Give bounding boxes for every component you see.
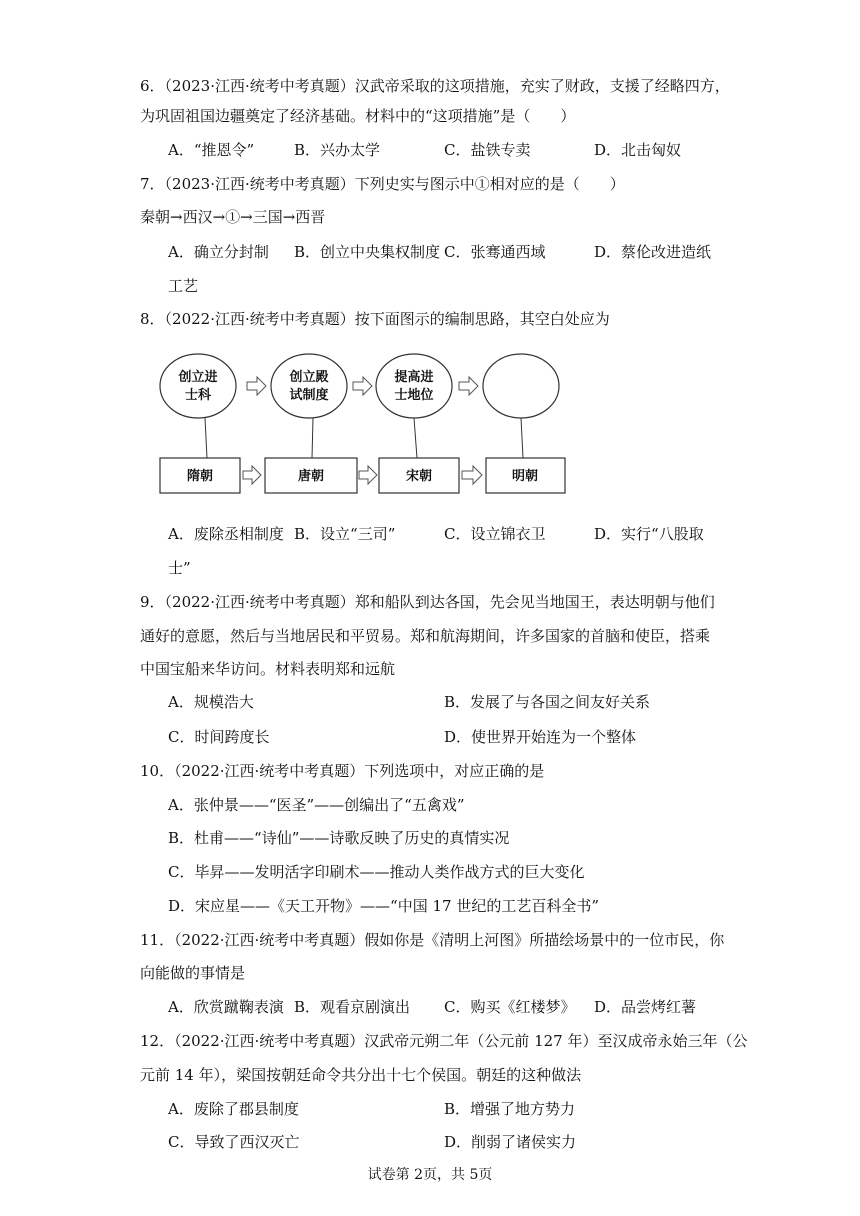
box-3-label: 宋朝 bbox=[405, 469, 433, 484]
q11-option-d: D．品尝烤红薯 bbox=[594, 998, 697, 1016]
q12-stem-line2: 元前 14 年），梁国按朝廷命令共分出十七个侯国。朝廷的这种做法 bbox=[140, 1066, 582, 1084]
q9-option-b: B．发展了与各国之间友好关系 bbox=[444, 693, 651, 711]
ellipse-2-line2: 试制度 bbox=[289, 388, 329, 403]
q6-option-b: B．兴办太学 bbox=[294, 141, 381, 159]
q11-option-a: A．欣赏蹴鞠表演 bbox=[168, 998, 284, 1016]
q6-option-c: C．盐铁专卖 bbox=[444, 141, 531, 159]
connector-line bbox=[312, 418, 313, 458]
diagram-box-3 bbox=[379, 458, 459, 493]
diagram-ellipse-4-blank bbox=[483, 354, 559, 418]
q7-option-b: B．创立中央集权制度 bbox=[294, 243, 441, 261]
q7-option-c: C．张骞通西域 bbox=[444, 243, 546, 261]
diagram-box-1 bbox=[160, 458, 240, 493]
q9-stem-line1: 9．（2022·江西·统考中考真题）郑和船队到达各国，先会见当地国王，表达明朝与他们 bbox=[140, 593, 715, 611]
q7-option-d-continued: 工艺 bbox=[168, 277, 199, 295]
q9-stem-line3: 中国宝船来华访问。材料表明郑和远航 bbox=[140, 660, 396, 678]
q8-option-d: D．实行“八股取 bbox=[594, 525, 704, 543]
box-4-label: 明朝 bbox=[511, 469, 539, 484]
q10-option-a: A．张仲景——“医圣”——创编出了“五禽戏” bbox=[168, 796, 465, 814]
q10-option-b: B．杜甫——“诗仙”——诗歌反映了历史的真情实况 bbox=[168, 829, 510, 847]
q10-option-c: C．毕昇——发明活字印刷术——推动人类作战方式的巨大变化 bbox=[168, 863, 585, 881]
q6-stem-line2: 为巩固祖国边疆奠定了经济基础。材料中的“这项措施”是（ ） bbox=[140, 107, 576, 125]
q11-stem-line1: 11．（2022·江西·统考中考真题）假如你是《清明上河图》所描绘场景中的一位市民，你 bbox=[140, 931, 725, 949]
box-2-label: 唐朝 bbox=[297, 469, 325, 484]
ellipse-1-line2: 士科 bbox=[184, 388, 212, 403]
arrow-icon bbox=[243, 466, 261, 484]
q12-option-d: D．削弱了诸侯实力 bbox=[444, 1133, 577, 1151]
q8-flow-diagram bbox=[155, 350, 575, 505]
q11-option-c: C．购买《红楼梦》 bbox=[444, 998, 576, 1016]
diagram-ellipse-1 bbox=[160, 354, 236, 418]
arrow-icon bbox=[247, 377, 266, 395]
ellipse-3-line2: 士地位 bbox=[394, 388, 434, 403]
arrow-icon bbox=[462, 466, 482, 484]
q7-option-a: A．确立分封制 bbox=[168, 243, 269, 261]
q8-option-b: B．设立“三司” bbox=[294, 525, 396, 543]
diagram-box-2 bbox=[265, 458, 357, 493]
q12-option-c: C．导致了西汉灭亡 bbox=[168, 1133, 300, 1151]
q9-option-c: C．时间跨度长 bbox=[168, 728, 270, 746]
q8-option-a: A．废除丞相制度 bbox=[168, 525, 284, 543]
diagram-ellipse-2 bbox=[271, 354, 347, 418]
q8-option-d-continued: 士” bbox=[168, 559, 191, 577]
q9-option-d: D．使世界开始连为一个整体 bbox=[444, 728, 637, 746]
q9-option-a: A．规模浩大 bbox=[168, 693, 254, 711]
arrow-icon bbox=[459, 377, 478, 395]
q6-option-a: A．“推恩令” bbox=[168, 141, 255, 159]
q7-stem-line1: 7．（2023·江西·统考中考真题）下列史实与图示中①相对应的是（ ） bbox=[140, 175, 625, 193]
diagram-ellipse-3 bbox=[376, 354, 452, 418]
ellipse-3-line1: 提高进 bbox=[394, 370, 434, 385]
q11-stem-line2: 向能做的事情是 bbox=[140, 964, 246, 982]
connector-line bbox=[521, 418, 523, 458]
q7-option-d: D．蔡伦改进造纸 bbox=[594, 243, 712, 261]
ellipse-2-line1: 创立殿 bbox=[289, 370, 329, 385]
q11-option-b: B．观看京剧演出 bbox=[294, 998, 411, 1016]
q12-option-a: A．废除了郡县制度 bbox=[168, 1100, 299, 1118]
page-footer: 试卷第 2页，共 5页 bbox=[367, 1167, 493, 1183]
arrow-icon bbox=[359, 466, 377, 484]
connector-line bbox=[414, 418, 417, 458]
ellipse-1-line1: 创立进 bbox=[178, 370, 218, 385]
q12-option-b: B．增强了地方势力 bbox=[444, 1100, 576, 1118]
q8-option-c: C．设立锦衣卫 bbox=[444, 525, 546, 543]
q9-stem-line2: 通好的意愿，然后与当地居民和平贸易。郑和航海期间，许多国家的首脑和使臣，搭乘 bbox=[140, 627, 711, 645]
connector-line bbox=[205, 418, 207, 458]
q10-option-d: D．宋应星——《天工开物》——“中国 17 世纪的工艺百科全书” bbox=[168, 897, 599, 915]
box-1-label: 隋朝 bbox=[186, 469, 214, 484]
arrow-icon bbox=[353, 377, 372, 395]
diagram-box-4 bbox=[486, 458, 565, 493]
q6-stem-line1: 6．（2023·江西·统考中考真题）汉武帝采取的这项措施，充实了财政，支援了经略四方， bbox=[140, 77, 730, 95]
q12-stem-line1: 12．（2022·江西·统考中考真题）汉武帝元朔二年（公元前 127 年）至汉成帝永始三年（公 bbox=[140, 1032, 748, 1050]
q6-option-d: D．北击匈奴 bbox=[594, 141, 682, 159]
q7-stem-line2: 秦朝→西汉→①→三国→西晋 bbox=[140, 208, 326, 226]
q10-stem: 10．（2022·江西·统考中考真题）下列选项中，对应正确的是 bbox=[140, 762, 545, 780]
q8-stem: 8．（2022·江西·统考中考真题）按下面图示的编制思路，其空白处应为 bbox=[140, 310, 610, 328]
